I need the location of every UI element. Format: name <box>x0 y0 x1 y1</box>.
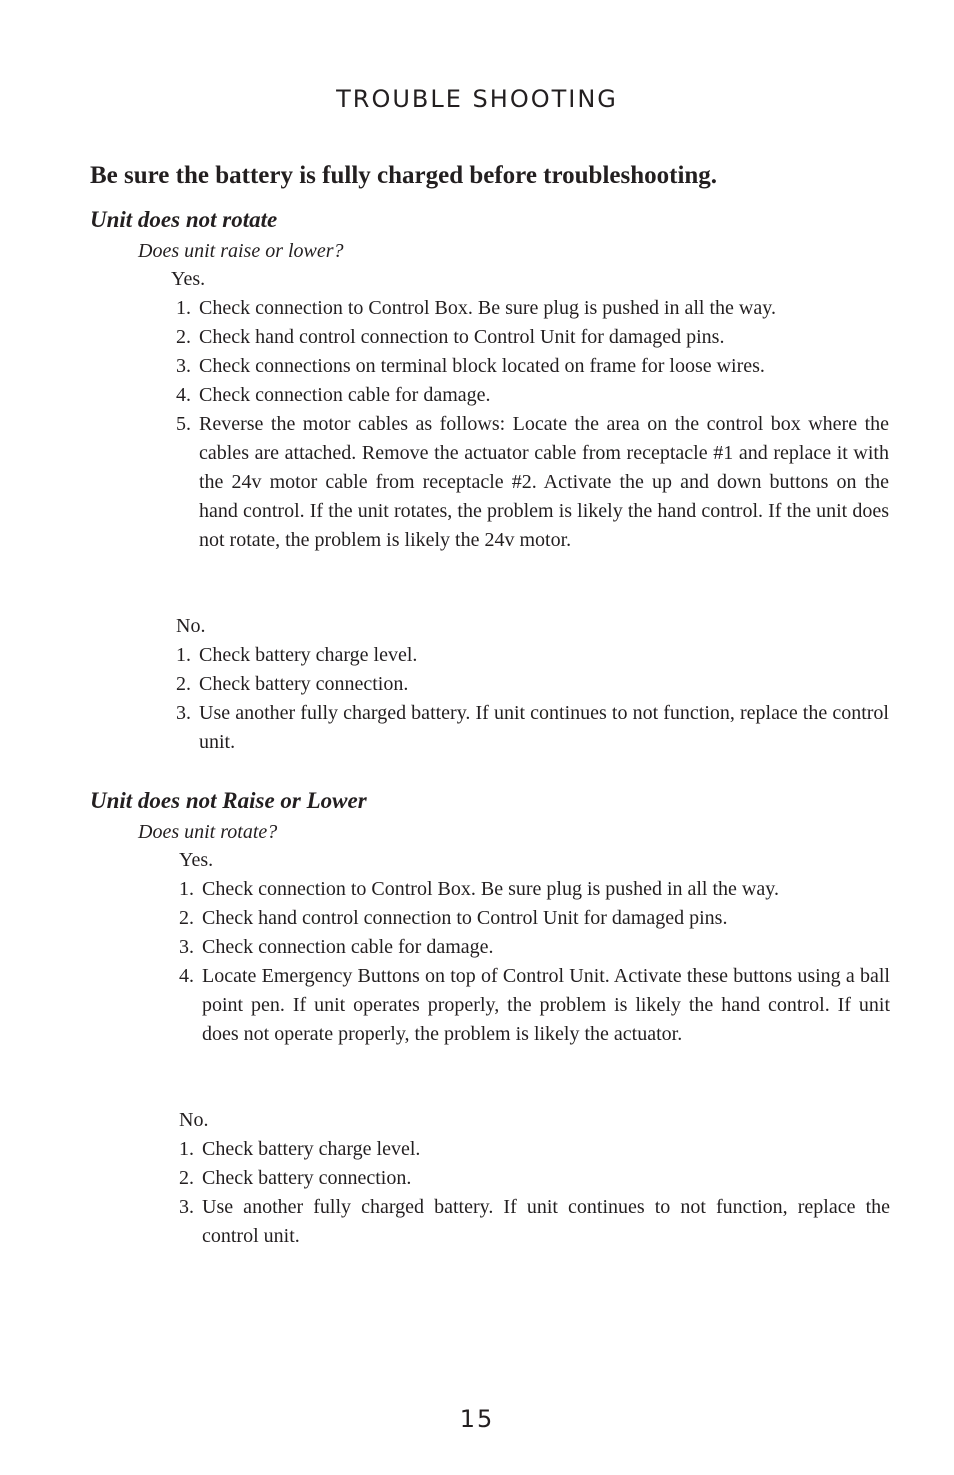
step-text: Check battery connection. <box>202 1167 412 1189</box>
list-item <box>176 641 889 670</box>
answer-yes-label: Yes. <box>171 268 206 290</box>
step-text: Check battery connection. <box>199 673 409 695</box>
list-item <box>176 294 889 323</box>
steps-list-yes <box>179 875 890 1049</box>
step-number: 1. <box>176 644 191 666</box>
step-text: Locate Emergency Buttons on top of Control Unit. Activate these buttons using a ball point pen. If unit operates properly, the problem is likely the hand control. If unit does not operate properly, the problem is likely the actuator. <box>202 965 890 1045</box>
list-item <box>176 410 889 555</box>
step-number: 3. <box>176 355 191 377</box>
answer-no-label: No. <box>176 615 206 637</box>
step-text: Use another fully charged battery. If unit continues to not function, replace the control unit. <box>199 702 889 753</box>
step-text: Check connections on terminal block located on frame for loose wires. <box>199 355 765 377</box>
page-number: 15 <box>459 1405 495 1433</box>
section-heading-not-rotate: Unit does not rotate <box>90 207 278 232</box>
list-item <box>179 904 890 933</box>
step-text: Check connection to Control Box. Be sure plug is pushed in all the way. <box>202 878 779 900</box>
section-heading-not-raise-lower: Unit does not Raise or Lower <box>90 788 367 813</box>
steps-list-no <box>176 641 889 757</box>
step-number: 1. <box>179 878 194 900</box>
list-item <box>176 352 889 381</box>
step-number: 3. <box>176 702 191 724</box>
step-text: Check connection cable for damage. <box>199 384 491 406</box>
step-number: 2. <box>176 326 191 348</box>
step-text: Reverse the motor cables as follows: Locate the area on the control box where the cables are attached. Remove the actuator cable from receptacle #1 and replace it with the 24v motor cable from receptacle #2. Activate the up and down buttons on the hand control. If the unit rotates, the problem is likely the hand control. If the unit does not rotate, the problem is likely the 24v motor. <box>199 413 889 551</box>
list-item <box>179 962 890 1049</box>
step-number: 1. <box>179 1138 194 1160</box>
step-text: Check connection cable for damage. <box>202 936 494 958</box>
page-title: TROUBLE SHOOTING <box>336 85 618 113</box>
step-number: 2. <box>176 673 191 695</box>
answer-yes-label: Yes. <box>179 849 214 871</box>
step-text: Check hand control connection to Control Unit for damaged pins. <box>199 326 725 348</box>
list-item <box>179 933 890 962</box>
step-number: 2. <box>179 1167 194 1189</box>
main-heading: Be sure the battery is fully charged before troubleshooting. <box>90 162 718 189</box>
step-text: Check hand control connection to Control Unit for damaged pins. <box>202 907 728 929</box>
step-number: 4. <box>176 384 191 406</box>
step-text: Check battery charge level. <box>202 1138 421 1160</box>
list-item <box>176 670 889 699</box>
list-item <box>179 875 890 904</box>
step-number: 3. <box>179 936 194 958</box>
step-number: 5. <box>176 413 191 435</box>
step-number: 1. <box>176 297 191 319</box>
list-item <box>176 699 889 757</box>
answer-no-label: No. <box>179 1109 209 1131</box>
step-number: 2. <box>179 907 194 929</box>
step-number: 4. <box>179 965 194 987</box>
list-item <box>176 381 889 410</box>
list-item <box>179 1164 890 1193</box>
list-item <box>179 1135 890 1164</box>
list-item <box>176 323 889 352</box>
step-number: 3. <box>179 1196 194 1218</box>
step-text: Use another fully charged battery. If unit continues to not function, replace the control unit. <box>202 1196 890 1247</box>
steps-list-no <box>179 1135 890 1251</box>
question-raise-or-lower: Does unit raise or lower? <box>138 240 344 262</box>
step-text: Check connection to Control Box. Be sure plug is pushed in all the way. <box>199 297 776 319</box>
step-text: Check battery charge level. <box>199 644 418 666</box>
list-item <box>179 1193 890 1251</box>
steps-list-yes <box>176 294 889 555</box>
question-rotate: Does unit rotate? <box>138 821 278 843</box>
